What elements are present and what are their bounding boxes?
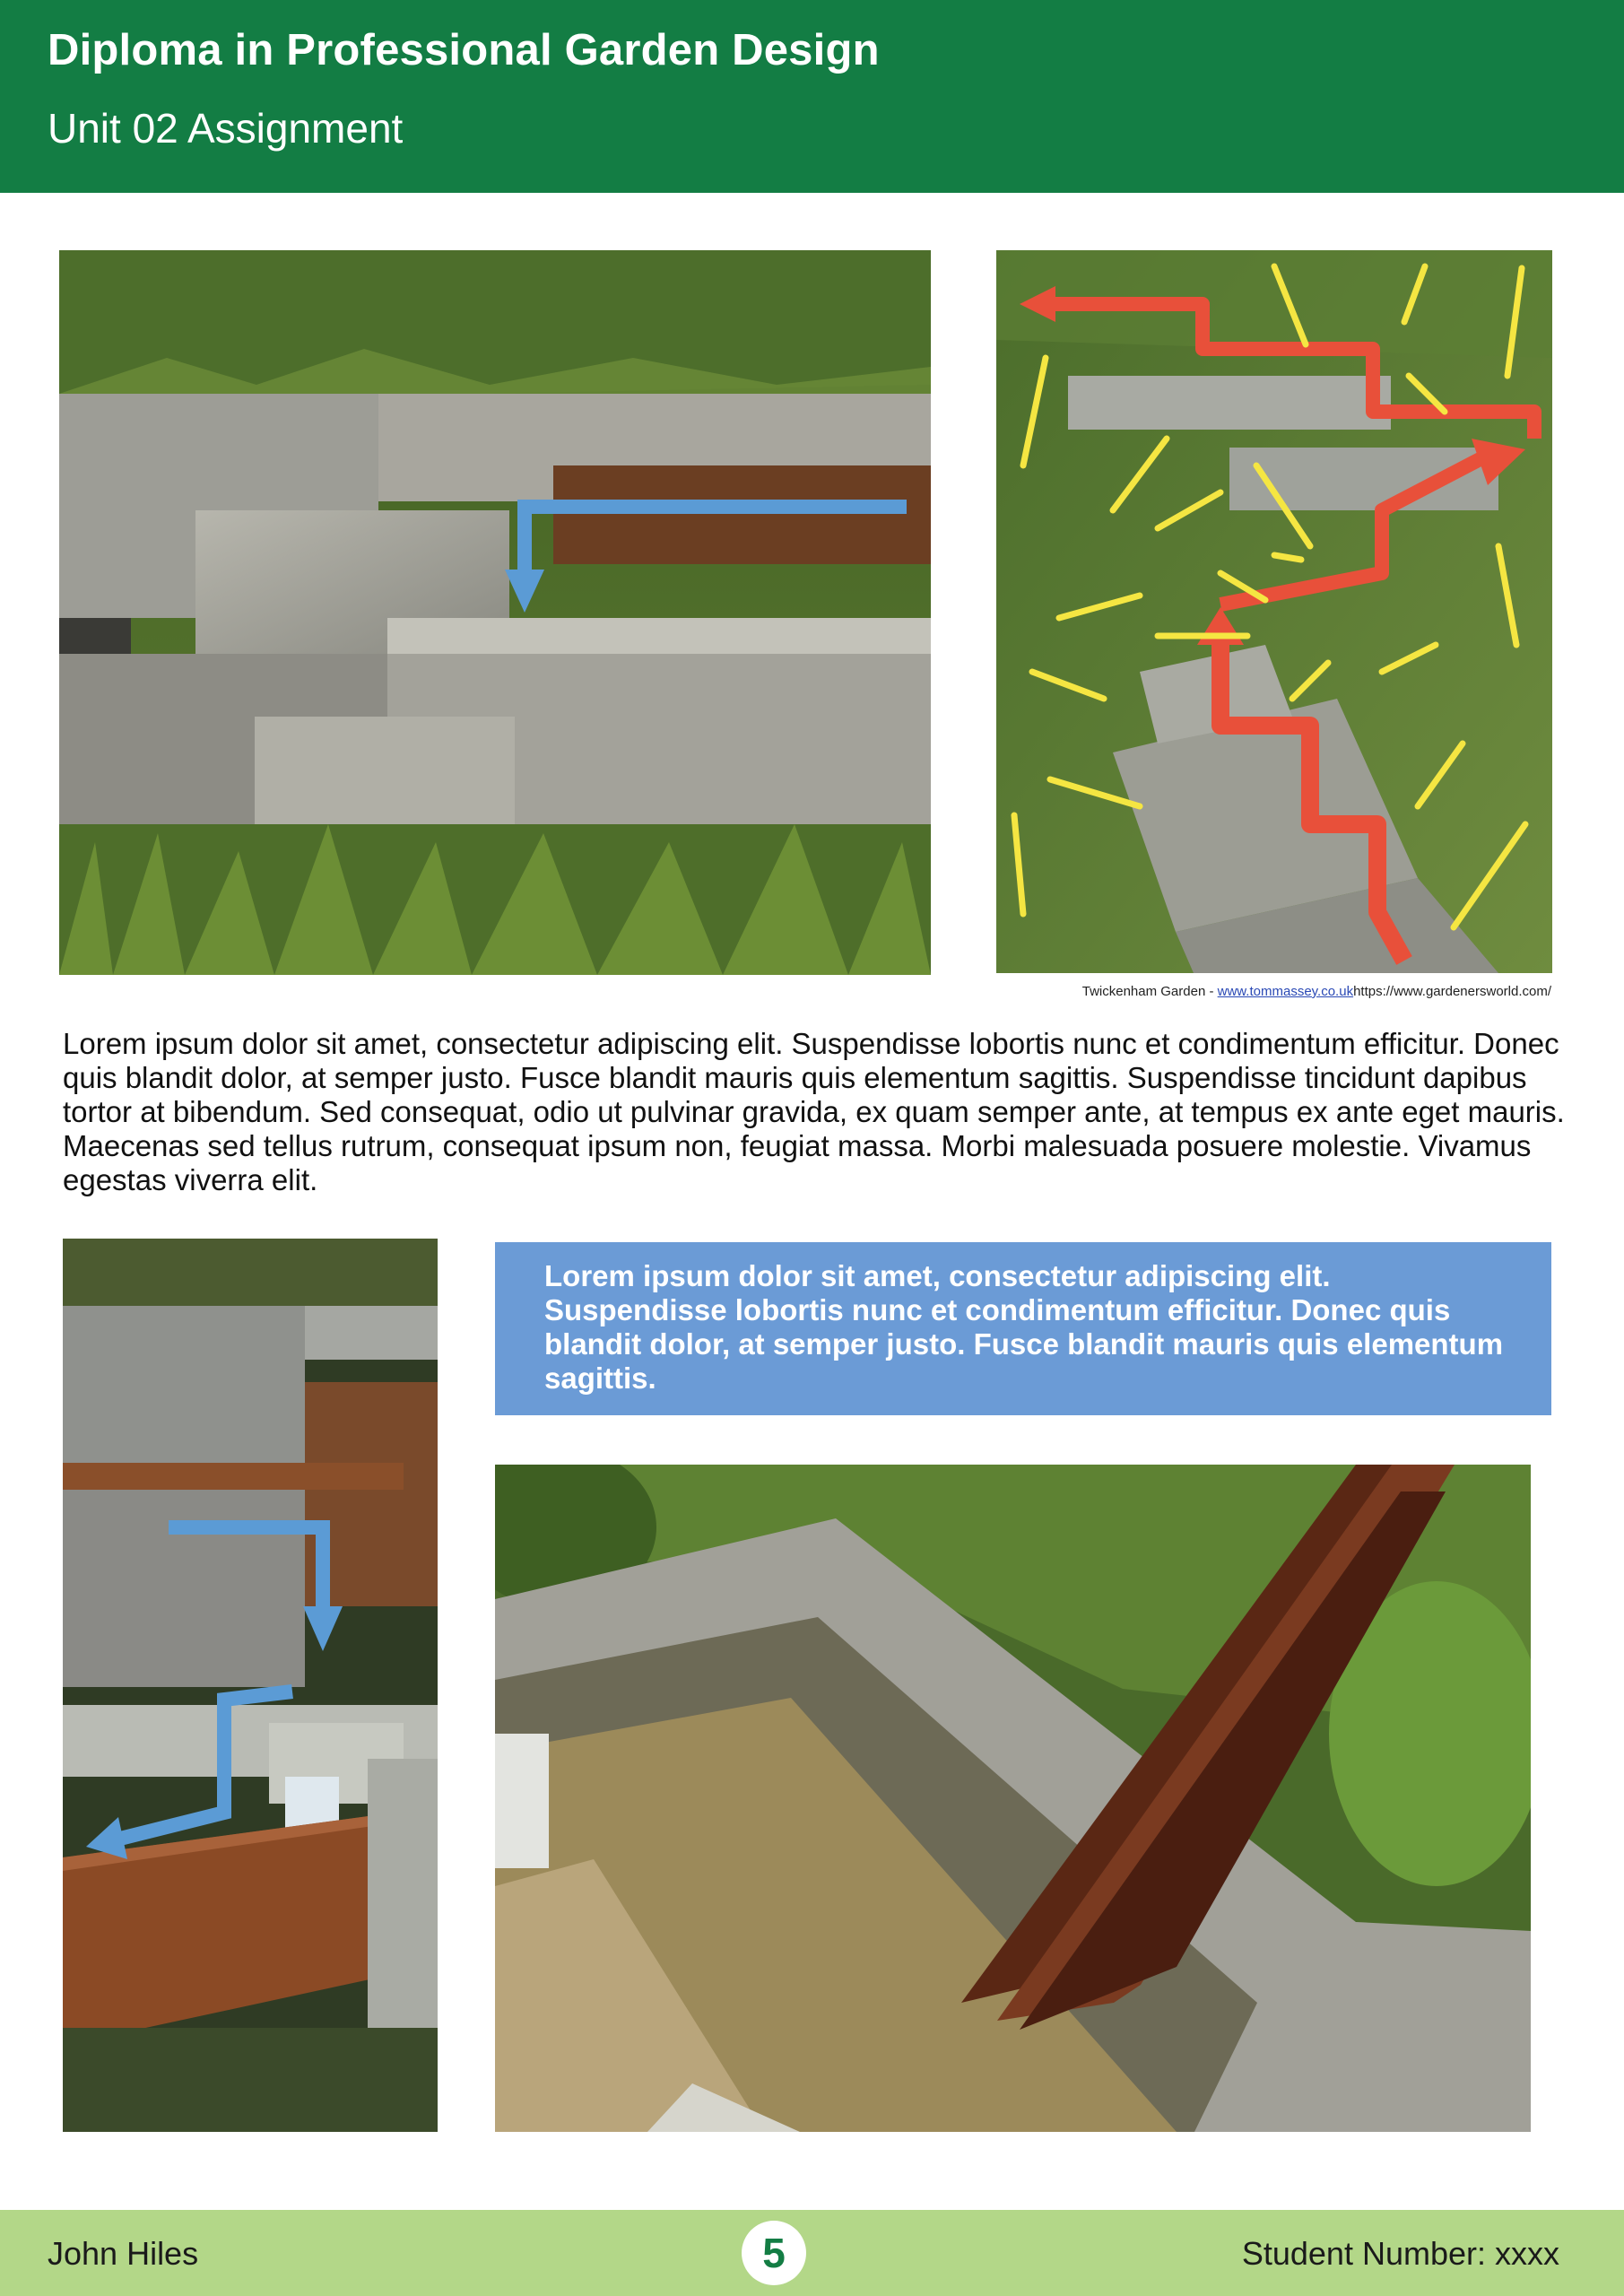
document-title: Diploma in Professional Garden Design (48, 26, 880, 74)
author-name: John Hiles (48, 2235, 199, 2272)
document-subtitle: Unit 02 Assignment (48, 105, 404, 152)
photo-caption (1082, 984, 1551, 999)
page-header (0, 0, 1624, 193)
garden-path-photo (996, 250, 1552, 973)
page-number: 5 (742, 2221, 806, 2285)
caption-suffix: https://www.gardenersworld.com/ (1353, 984, 1551, 999)
body-paragraph: Lorem ipsum dolor sit amet, consectetur adipiscing elit. Suspendisse lobortis nunc et condimentum efficitur. Donec quis blandit dolor, at semper justo. Fusce blandit mauris quis elementum sagittis. Suspendisse tincidunt dapibus tortor at bibendum. Sed consequat, odio ut pulvinar gravida, ex quam semper ante, at tempus ex ante eget mauris. Maecenas sed tellus rutrum, consequat ipsum non, feugiat massa. Morbi malesuada posuere molestie. Vivamus egestas viverra elit. (63, 1027, 1565, 1196)
concrete-steps-photo (59, 250, 931, 975)
water-feature-photo (63, 1239, 438, 2132)
callout-box (495, 1242, 1551, 1415)
corten-spout-photo (495, 1465, 1531, 2132)
student-number: Student Number: xxxx (1241, 2235, 1559, 2272)
callout-text: Lorem ipsum dolor sit amet, consectetur adipiscing elit. Suspendisse lobortis nunc et condimentum efficitur. Donec quis blandit dolor, at semper justo. Fusce blandit mauris quis elementum sagittis. (544, 1259, 1504, 1395)
page-footer (0, 2210, 1624, 2296)
caption-prefix: Twickenham Garden - (1081, 984, 1218, 999)
caption-link[interactable]: www.tommassey.co.uk (1217, 984, 1354, 999)
